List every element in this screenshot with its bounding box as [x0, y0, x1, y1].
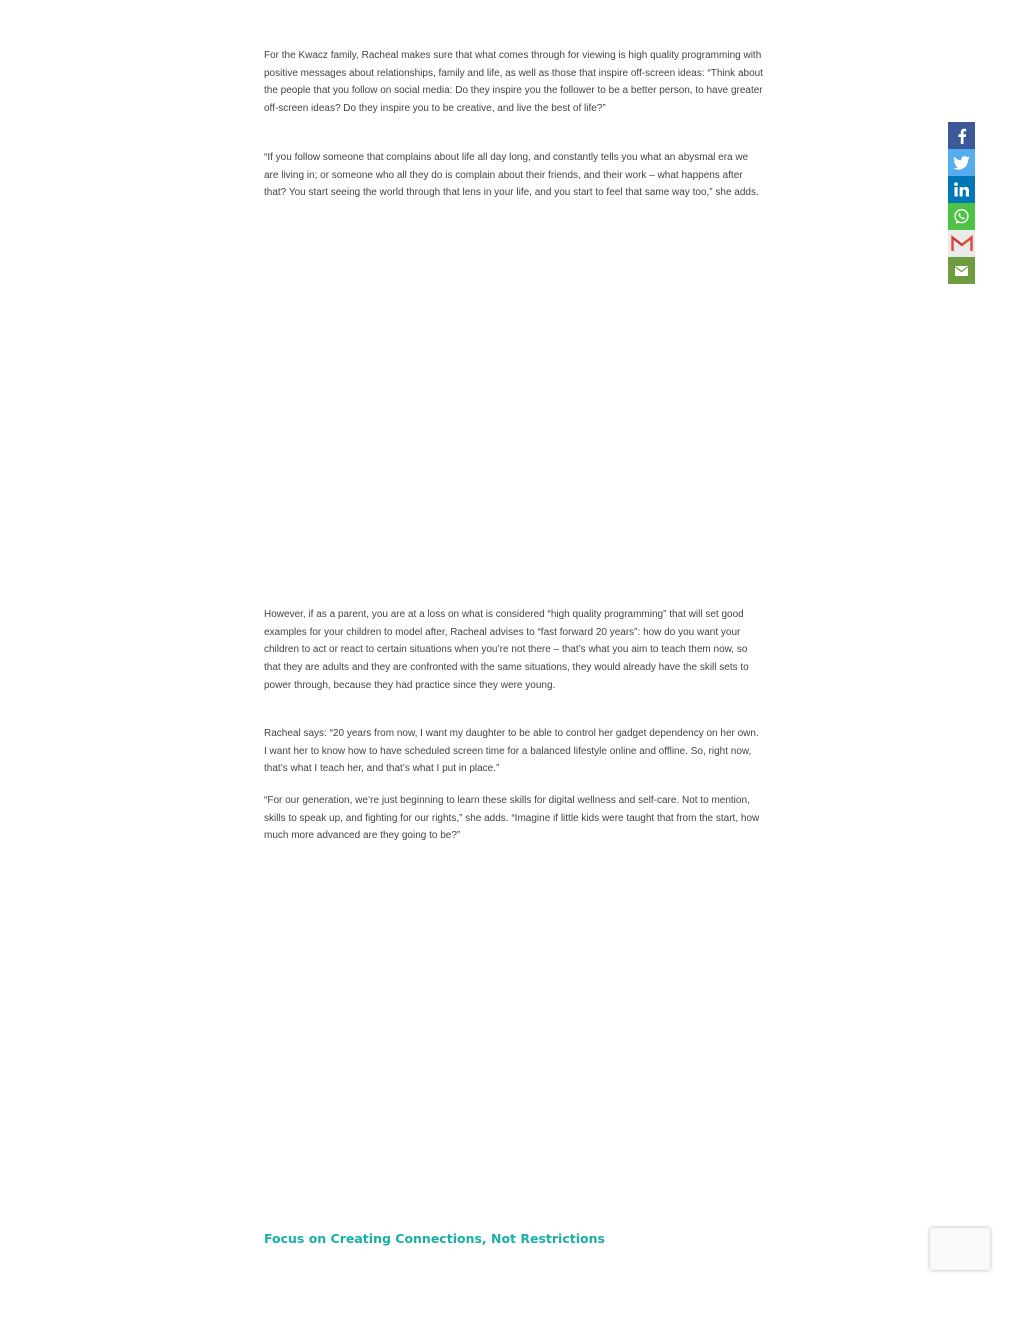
twitter-share-button[interactable] [948, 149, 975, 176]
article-paragraph: Racheal says: “20 years from now, I want my daughter to be able to control her gadget dependency on her own. I want her to know how to have scheduled screen time for a balanced lifestyle online and offline. So, right now, that’s what I teach her, and that’s what I put in place.” [264, 728, 759, 775]
linkedin-icon [954, 182, 969, 197]
linkedin-share-button[interactable] [948, 176, 975, 203]
twitter-icon [953, 156, 970, 170]
social-share-bar [948, 122, 975, 284]
facebook-share-button[interactable] [948, 122, 975, 149]
email-icon [955, 266, 968, 276]
gmail-icon [951, 235, 973, 252]
whatsapp-share-button[interactable] [948, 203, 975, 230]
article-paragraph: However, if as a parent, you are at a loss on what is considered “high quality programming” that will set good examples for your children to model after, Racheal advises to “fast forward 20 years”: how do you want your children to act or react to certain situations when you’re not there – that’s what you aim to teach them now, so that they are adults and they are confronted with the same situations, they would already have the skill sets to power through, because they had practice since they were young. [264, 609, 749, 691]
article-paragraph: “If you follow someone that complains about life all day long, and constantly tells you what an abysmal era we are living in; or someone who all they do is complain about their friends, and their work – what happens after that? You start seeing the world through that lens in your life, and you start to feel that same way too,” she adds. [264, 152, 759, 199]
gmail-share-button[interactable] [948, 230, 975, 257]
facebook-icon [957, 128, 967, 144]
article-paragraph: For the Kwacz family, Racheal makes sure that what comes through for viewing is high quality programming with positive messages about relationships, family and life, as well as those that inspire off-screen ideas: “Think about the people that you follow on social media: Do they inspire you the follower to be a better person, to have greater off-screen ideas? Do they inspire you to be creative, and live the best of life?” [264, 50, 763, 115]
section-heading: Focus on Creating Connections, Not Restrictions [264, 1231, 605, 1246]
whatsapp-icon [953, 208, 970, 225]
recaptcha-badge[interactable] [930, 1228, 990, 1270]
article-paragraph: “For our generation, we’re just beginning to learn these skills for digital wellness and self-care. Not to mention, skills to speak up, and fighting for our rights,” she adds. “Imagine if little kids were taught that from the start, how much more advanced are they going to be?” [264, 795, 760, 842]
email-share-button[interactable] [948, 257, 975, 284]
